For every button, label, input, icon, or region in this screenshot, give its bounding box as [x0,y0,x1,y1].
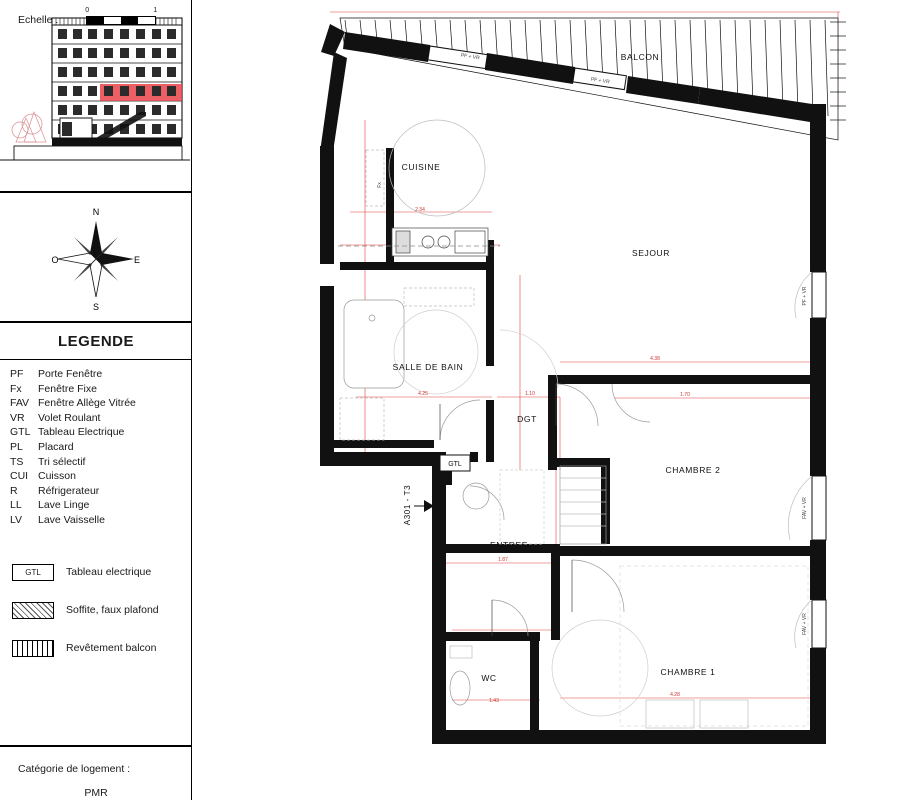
legend-symbol-item [0,629,192,667]
floor-plan [192,0,919,800]
window-tag: Fx [377,182,383,188]
legend-code: GTL [10,426,31,439]
dimension-text: 2.34 [415,207,425,213]
left-info-panel [0,0,192,800]
window-tag: PF + VR [590,76,611,86]
legend-symbol-item [0,553,192,591]
gtl-marker [440,455,470,471]
legend-box [0,322,192,746]
window-tag: PF + VR [802,286,808,306]
legend-label: Volet Roulant [38,411,101,424]
legend-code: FAV [10,397,30,410]
legend-code: TS [10,455,24,468]
room-label: CHAMBRE 1 [660,667,716,677]
legend-label: Lave Linge [38,499,90,512]
legend-item [0,484,192,499]
compass-west-label: O [51,255,59,265]
legend-item [0,396,192,411]
legend-code: R [10,484,18,497]
unit-entry-label [403,485,434,525]
legend-label: Porte Fenêtre [38,368,103,380]
legend-abbreviation-list [0,367,192,528]
room-label: DGT [517,414,537,424]
legend-code: CUI [10,470,29,483]
fixtures [338,120,808,728]
balcony-pattern-swatch-icon [12,640,54,657]
gtl-swatch-text: GTL [25,567,41,577]
compass-east-label: E [133,255,141,265]
room-label: CHAMBRE 2 [665,465,721,475]
legend-title: LEGENDE [57,333,134,350]
legend-label: Placard [38,440,74,453]
legend-symbol-label: Revêtement balcon [66,642,157,654]
legend-code: Fx [10,382,22,395]
room-label: WC [481,673,497,683]
category-value: PMR [84,787,108,799]
legend-item [0,498,192,513]
legend-item [0,425,192,440]
room-label: BALCON [620,52,660,62]
window-tag: FAV + VR [802,613,808,635]
dimension-text: 1.43 [489,698,499,704]
legend-item [0,513,192,528]
compass-north-label: N [92,207,100,217]
legend-label: Tri sélectif [38,455,86,468]
scale-min: 0 [85,6,90,14]
legend-item [0,440,192,455]
legend-item [0,455,192,470]
legend-code: PF [10,368,24,380]
room-label: SALLE DE BAIN [392,362,464,372]
gtl-label: GTL [448,461,462,468]
legend-label: Fenêtre Fixe [38,382,97,395]
dimension-text: 1.87 [498,557,508,563]
legend-item [0,469,192,484]
legend-label: Tableau Electrique [38,426,125,439]
room-label: ENTREE [489,540,529,550]
dimension-text: 1.70 [680,392,690,398]
category-box [0,746,192,800]
scale-label: Echelle : [18,14,59,26]
compass-south-label: S [92,302,100,312]
dimension-text: 1.10 [525,391,535,397]
dimension-text: 4.38 [650,356,660,362]
room-label: CUISINE [401,162,441,172]
building-elevation-thumbnail [0,0,192,192]
legend-code: PL [10,440,23,453]
legend-item [0,411,192,426]
legend-code: LV [10,513,23,526]
legend-label: Fenêtre Allège Vitrée [38,397,136,410]
scale-bar-icon [85,6,158,25]
room-label: SEJOUR [631,248,671,258]
legend-symbol-item [0,591,192,629]
legend-label: Lave Vaisselle [38,513,105,526]
window-tag: PF + VR [460,52,481,62]
compass-rose-box [0,192,192,322]
dimension-text: 4.28 [670,692,680,698]
unit-label-text: A301 - T3 [403,484,412,526]
legend-item [0,367,192,382]
legend-code: VR [10,411,25,424]
scale-max: 1 [153,6,158,14]
legend-symbol-label: Soffite, faux plafond [66,604,159,616]
legend-code: LL [10,499,22,512]
legend-symbol-label: Tableau electrique [66,566,152,578]
legend-divider [0,359,192,360]
soffite-hatch-swatch-icon [12,602,54,619]
legend-symbol-list [0,553,192,667]
gtl-swatch-icon [12,564,54,581]
legend-item [0,382,192,397]
legend-label: Réfrigerateur [38,484,100,497]
category-label: Catégorie de logement : [18,763,131,775]
legend-label: Cuisson [38,470,76,483]
dimension-text: 4.25 [418,391,428,397]
window-tag: FAV + VR [802,497,808,519]
